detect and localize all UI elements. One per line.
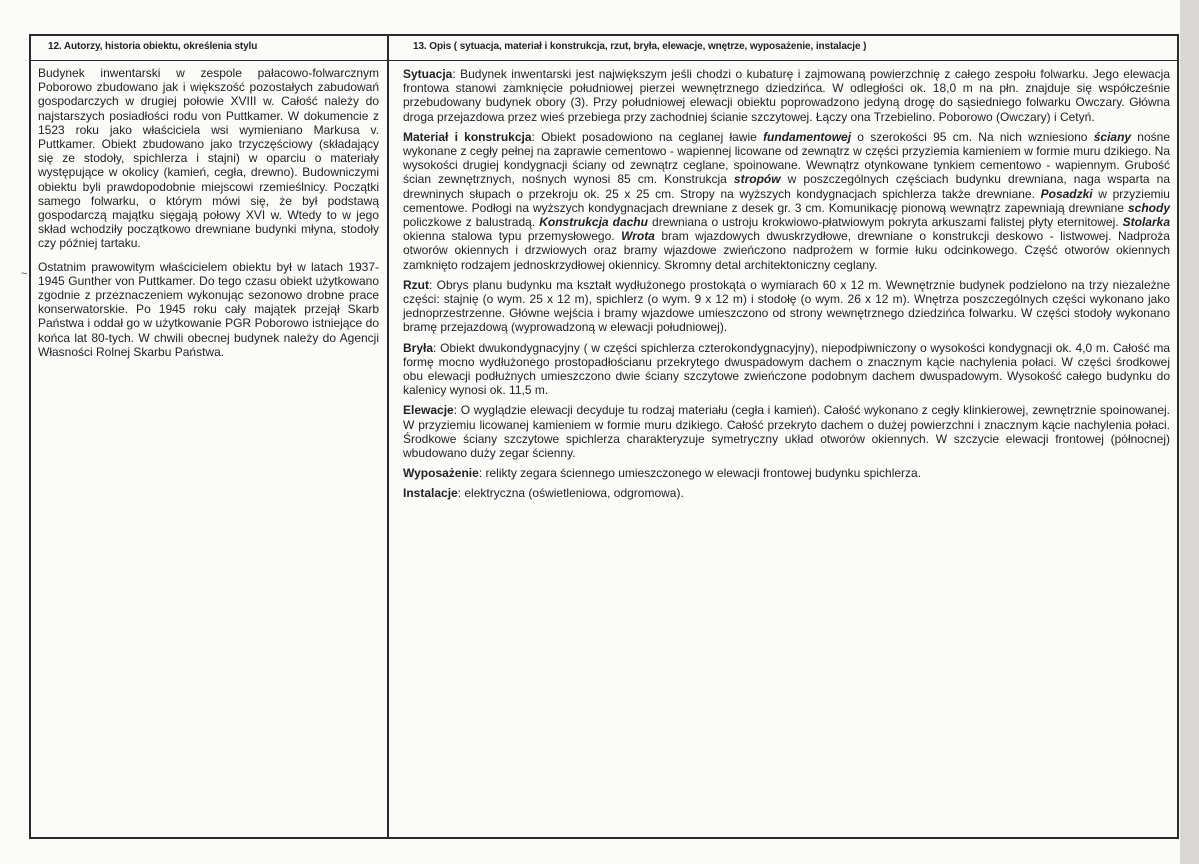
massing-text: : Obiekt dwukondygnacyjny ( w części spichlerza czterokondygnacyjny), niepodpiwniczony o wysokości kondygnacji ok. 4,0 m. Całość ma formę mocno wydłużonego prostopadłościanu przekrytego dwuspadowym dachem o znacznym kącie nachylenia połaci. W części środkowej obu elewacji podłużnych umieszczono dwie ściany szczytowe zwieńczone podobnym dachem dwuspadowym. Wysokość całego budynku do kalenicy wynosi ok. 11,5 m. (403, 340, 1170, 398)
elevations-text: : O wyglądzie elewacji decyduje tu rodzaj materiału (cegła i kamień). Całość wykonano z cegły klinkierowej, zewnętrznie spoinowanej. W przyziemiu licowanej kamieniem w formie muru dzikiego. Całość przekryto dachem o dużej powierzchni i znacznym kącie nachylenia połaci. Środkowe ściany szczytowe spichlerza charakteryzuje symetryczny układ otworów okiennych. W szczycie elewacji frontowej (północnej) wbudowano duży zegar ścienny. (403, 403, 1170, 461)
material-text: okienna stalowa typu przemysłowego. (403, 229, 622, 244)
equipment-text: : relikty zegara ściennego umieszczonego w elewacji frontowej budynku spichlerza. (478, 466, 922, 481)
description-column (403, 67, 1170, 507)
material-text: w poszczególnych częściach budynku drewniana, naga wsparta na drewninych słupach o przekroju ok. 25 x 25 cm. Stropy na wyższych kondygnacjach spichlerza także drewniane. (403, 172, 1170, 201)
plan-paragraph (403, 278, 1170, 335)
situation-text: : Budynek inwentarski jest największym jeśli chodzi o kubaturę i zajmowaną powierzchnię z całego zespołu folwarku. Jego elewacja frontowa stanowi zamknięcie południowej pierzei wewnętrznego dziedzińca. W odległości ok. 18,0 m na płn. znajduje się współcześnie przebudowany budynek obory (3). Przy południowej elewacji obiektu poprowadzono jedyną drogę do sąsiedniego folwarku Owczary. Główna droga przejazdowa przez wieś przebiega przy zachodniej ścianie szczytowej. Łączy ona Trzebielino. Poborowo (Owczary) i Cetyń. (403, 67, 1170, 124)
elevations-label: Elewacje (403, 403, 454, 418)
installations-label: Instalacje (403, 486, 458, 501)
material-text: drewniana o ustroju krokwiowo-płatwiowym pokryta arkuszami falistej płyty eternitowej. (647, 215, 1123, 230)
keyword-roof-structure: Konstrukcja dachu (539, 215, 648, 230)
elevations-paragraph (403, 403, 1170, 460)
material-text: nośne wykonane z cegły pełnej na zaprawie cementowo - wapiennej licowane od zewnątrz w części przyziemia kamieniem w formie muru dzikiego. Na wysokości drugiej kondygnacji ściany od zewnątrz ceglane, spoinowane. Wewnątrz otynkowane tynkiem cementowo - wapiennym. Grubość ścian zewnętrznych, nośnych wynosi 85 cm. Konstrukcja (403, 129, 1171, 187)
massing-paragraph (403, 341, 1170, 398)
header-divider (29, 60, 1179, 61)
massing-label: Bryła (403, 340, 434, 355)
material-label: Materiał i konstrukcja (403, 129, 532, 144)
keyword-joinery: Stolarka (1122, 215, 1170, 230)
installations-paragraph (403, 486, 1170, 500)
plan-text: : Obrys planu budynku ma kształt wydłużonego prostokąta o wymiarach 60 x 12 m. Wewnętrznie budynek podzielono na trzy niezależne części: stajnię (o wym. 25 x 12 m), spichlerz (o wym. 9 x 12 m) i stodołę (o wym. 26 x 12 m). Wnętrza poszczególnych części wykonano jako jednoprzestrzenne. Główne wejścia i bramy wjazdowe umieszczono od strony wewnętrznego dziedzińca folwarku. W części stodoły wykonano bramę przejazdową (wyprowadzoną w elewacji południowej). (403, 277, 1170, 335)
column-divider (387, 34, 389, 839)
material-text: policzkowe z balustradą. (403, 215, 540, 230)
margin-mark: ~ (21, 268, 28, 280)
section-13-heading: 13. Opis ( sytuacja, materiał i konstrukcja, rzut, bryła, elewacje, wnętrze, wyposażenie, instalacje ) (413, 41, 867, 52)
history-column (38, 66, 379, 359)
keyword-foundation: fundamentowej (763, 129, 852, 144)
keyword-ceilings: stropów (733, 172, 781, 187)
plan-label: Rzut (403, 277, 429, 292)
keyword-gates: Wrota (621, 229, 655, 244)
keyword-floors: Posadzki (1040, 186, 1093, 201)
section-12-heading: 12. Autorzy, historia obiektu, określenia stylu (48, 41, 258, 52)
history-paragraph-2: Ostatnim prawowitym właścicielem obiektu był w latach 1937-1945 Gunther von Puttkamer. Do tego czasu obiekt użytkowano zgodnie z przeznaczeniem wykonując sezonowo drobne prace konserwatorskie. Po 1945 roku cały majątek przejął Skarb Państwa i oddał go w użytkowanie PGR Poborowo istniejące do końca lat 80-tych. W chwili obecnej budynek należy do Agencji Własności Rolnej Skarbu Państwa. (38, 259, 379, 359)
scan-edge (1180, 0, 1199, 864)
material-text: o szerokości 95 cm. Na nich wzniesiono (851, 129, 1094, 144)
keyword-walls: ściany (1093, 129, 1132, 144)
material-text: w przyziemiu cementowe. Podłogi na wyższych kondygnacjach drewniane z desek gr. 3 cm. Komunikację pionową wewnątrz zapewniają drewniane (403, 186, 1170, 215)
history-paragraph-1: Budynek inwentarski w zespole pałacowo-folwarcznym Poborowo zbudowano jak i większość pozostałych zabudowań gospodarczych w drugiej połowie XVIII w. Całość należy do najstarszych posiadłości rodu von Puttkamer. W dokumencie z 1523 roku jako właściciela wsi wymieniano Markusa v. Puttkamer. Obiekt zbudowano jako trzyczęściowy (składający się ze stodoły, spichlerza i stajni) w oparciu o materiały występujące w okolicy (kamień, cegła, drewno). Budowniczymi obiektu byli prawdopodobnie miejscowi rzemieślnicy. Początki samego folwarku, o którym mówi się, że był podstawą gospodarczą majątku sięgają połowy XVI w. Wtedy to w jego skład wchodziły początkowo drewniane budynki młyna, stodoły czy później tartaku. (38, 66, 379, 251)
installations-text: : elektryczna (oświetleniowa, odgromowa). (457, 486, 684, 501)
situation-label: Sytuacja (403, 67, 453, 81)
material-paragraph (403, 130, 1170, 272)
keyword-stairs: schody (1127, 200, 1170, 215)
equipment-paragraph (403, 466, 1170, 480)
equipment-label: Wyposażenie (403, 466, 479, 481)
situation-paragraph (403, 67, 1170, 124)
material-text: bram wjazdowych dwuskrzydłowe, drewniane o konstrukcji deskowo - listwowej. Nadproża otworów okiennych i drzwiowych oraz bramy wjazdowe zwieńczono nadprożem w formie łuku odcinkowego. Część otworów okiennych zamknięto rodzajem jednoskrzydłowej okiennicy. Skromny detal architektoniczny ceglany. (403, 229, 1170, 272)
material-text: : Obiekt posadowiono na ceglanej ławie (531, 129, 764, 144)
